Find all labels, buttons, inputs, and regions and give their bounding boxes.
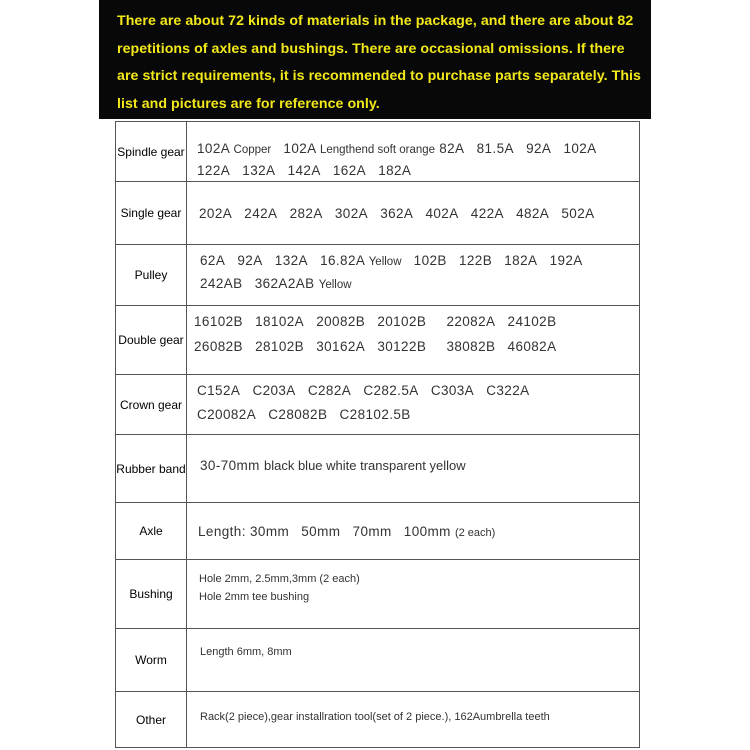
row-values	[187, 245, 640, 306]
part-code: C28102.5B	[339, 407, 411, 422]
value-line	[194, 339, 639, 354]
value-line	[200, 253, 639, 268]
part-code: 362A2AB	[254, 276, 315, 291]
row-values	[187, 182, 640, 245]
part-code: 30122B	[377, 339, 427, 354]
category-label: Rubber band	[116, 435, 187, 503]
part-code: 20082B	[316, 314, 366, 329]
part-code: 422A	[470, 205, 504, 221]
part-code: 142A	[287, 163, 321, 178]
part-code: 24102B	[507, 314, 557, 329]
part-code: 30-70mm	[200, 458, 260, 473]
part-code: 30162A	[316, 339, 366, 354]
table-row	[116, 245, 640, 306]
category-label: Spindle gear	[116, 122, 187, 182]
part-code: C152A	[197, 383, 241, 398]
value-line	[197, 163, 639, 178]
part-code: C282A	[307, 383, 352, 398]
axle-length-label: Length:	[198, 524, 246, 539]
row-values	[187, 629, 640, 692]
part-code: 62A	[200, 253, 226, 268]
value-line	[200, 458, 639, 473]
part-code: 242AB	[200, 276, 243, 291]
part-code: 38082B	[446, 339, 496, 354]
part-code: 20102B	[377, 314, 427, 329]
part-code: 102A	[283, 141, 316, 156]
row-values	[187, 560, 640, 629]
part-code: 16102B	[194, 314, 243, 329]
part-code: 132A	[242, 163, 276, 178]
part-code: 92A	[237, 253, 263, 268]
part-note: Lengthend soft orange	[319, 144, 436, 156]
part-note: Copper	[233, 144, 272, 156]
part-code: 182A	[378, 163, 412, 178]
category-label: Pulley	[116, 245, 187, 306]
part-code: C303A	[430, 383, 475, 398]
part-code: 16.82A	[320, 253, 365, 268]
category-label: Double gear	[116, 306, 187, 375]
part-code: C28082B	[268, 407, 328, 422]
part-code: 502A	[561, 205, 595, 221]
row-values	[187, 375, 640, 435]
row-values	[187, 435, 640, 503]
part-code: 162A	[332, 163, 367, 178]
part-code: 92A	[526, 141, 552, 156]
category-label: Other	[116, 692, 187, 748]
value-line	[197, 383, 639, 398]
table-row	[116, 306, 640, 375]
part-code: 100mm	[403, 524, 451, 539]
part-code: 182A	[504, 253, 538, 268]
part-code: 122A	[197, 163, 231, 178]
value-line	[197, 407, 639, 422]
value-line	[199, 206, 639, 221]
part-code: 50mm	[301, 524, 341, 539]
part-note: (2 each)	[454, 527, 496, 539]
part-code: 26082B	[194, 339, 243, 354]
part-code: 18102A	[255, 314, 305, 329]
part-code: 102A	[197, 141, 230, 156]
value-line	[194, 314, 639, 329]
value-line	[197, 141, 639, 156]
value-line	[198, 524, 639, 539]
row-values	[187, 692, 640, 748]
category-label: Bushing	[116, 560, 187, 629]
category-label: Single gear	[116, 182, 187, 245]
part-code: 362A	[380, 205, 414, 221]
table-row	[116, 503, 640, 560]
part-code: C322A	[486, 383, 530, 398]
table-row	[116, 435, 640, 503]
part-code: 192A	[549, 253, 583, 268]
part-code: 122B	[458, 253, 493, 268]
part-code: 30mm	[250, 524, 290, 539]
part-code: 22082A	[446, 314, 496, 329]
part-code: 46082A	[507, 339, 557, 354]
part-code: 282A	[289, 205, 323, 221]
value-line	[200, 276, 639, 291]
part-code: C282.5A	[363, 383, 419, 398]
part-code: 482A	[516, 205, 550, 221]
part-code: 28102B	[255, 339, 305, 354]
part-code: 102A	[563, 141, 597, 156]
part-code: C20082A	[197, 407, 257, 422]
part-code: 82A	[439, 141, 465, 156]
category-label: Worm	[116, 629, 187, 692]
table-row	[116, 182, 640, 245]
category-label: Crown gear	[116, 375, 187, 435]
part-code: 402A	[425, 205, 459, 221]
parts-table	[115, 121, 640, 748]
part-note: black blue white transparent yellow	[263, 458, 466, 473]
notice-banner	[99, 0, 651, 119]
table-row	[116, 560, 640, 629]
part-code: 202A	[199, 205, 233, 221]
part-code: 302A	[334, 205, 369, 221]
notice-text: There are about 72 kinds of materials in the package, and there are about 82 repetitions of axles and bushings. There are occasional omissions. If there are strict requirements, it is recommended to purchase parts separately. This list and pictures are for reference only.	[117, 13, 641, 112]
row-values	[187, 306, 640, 375]
row-values	[187, 503, 640, 560]
part-note: Yellow	[318, 279, 352, 291]
part-code: C203A	[252, 383, 296, 398]
table-row	[116, 629, 640, 692]
row-values	[187, 122, 640, 182]
part-code: 102B	[413, 253, 447, 268]
part-code: 132A	[274, 253, 308, 268]
table-row	[116, 122, 640, 182]
value-line: Hole 2mm, 2.5mm,3mm (2 each)	[199, 573, 360, 585]
part-code: 70mm	[352, 524, 392, 539]
value-line: Rack(2 piece),gear installration tool(set of 2 piece.), 162Aumbrella teeth	[200, 711, 550, 723]
table-row	[116, 375, 640, 435]
value-line: Length 6mm, 8mm	[200, 646, 292, 658]
value-line: Hole 2mm tee bushing	[199, 591, 310, 603]
part-code: 242A	[244, 205, 278, 221]
part-code: 81.5A	[476, 141, 514, 156]
table-row	[116, 692, 640, 748]
part-note: Yellow	[368, 256, 402, 268]
category-label: Axle	[116, 503, 187, 560]
